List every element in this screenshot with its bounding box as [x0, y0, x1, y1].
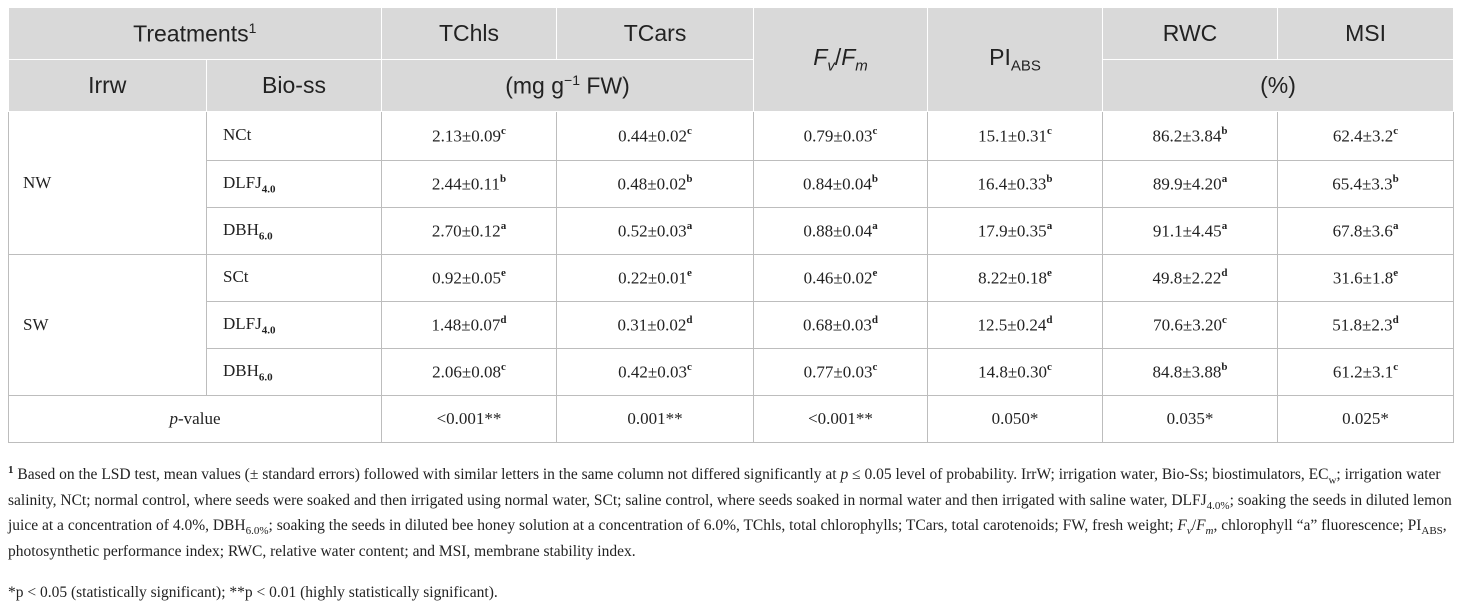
value-cell: 16.4±0.33$^b$: [928, 161, 1103, 208]
value-cell: 0.79±0.03$^c$: [754, 112, 928, 161]
table-row: [9, 112, 1454, 161]
table-body: [9, 112, 1454, 443]
value-cell: 12.5±0.24$^d$: [928, 302, 1103, 349]
header-treatments: Treatments$^1$: [9, 8, 382, 60]
value-cell: 86.2±3.84$^b$: [1103, 112, 1278, 161]
pvalue-cell: 0.001**: [557, 396, 754, 443]
pvalue-cell: 0.035*: [1103, 396, 1278, 443]
irr-cell: NW: [9, 112, 207, 255]
value-cell: 0.77±0.03$^c$: [754, 349, 928, 396]
value-cell: 70.6±3.20$^c$: [1103, 302, 1278, 349]
pvalue-row: [9, 396, 1454, 443]
value-cell: 0.68±0.03$^d$: [754, 302, 928, 349]
value-cell: 0.52±0.03$^a$: [557, 208, 754, 255]
value-cell: 2.44±0.11$^b$: [382, 161, 557, 208]
value-cell: 0.31±0.02$^d$: [557, 302, 754, 349]
value-cell: 0.22±0.01$^e$: [557, 255, 754, 302]
value-cell: 84.8±3.88$^b$: [1103, 349, 1278, 396]
value-cell: 2.13±0.09$^c$: [382, 112, 557, 161]
table-row: [9, 161, 1454, 208]
bio-cell: $DBH_{6.0}$: [207, 208, 382, 255]
header-irrw: Irrw: [9, 60, 207, 112]
header-rwc: RWC: [1103, 8, 1278, 60]
pvalue-cell: <0.001**: [754, 396, 928, 443]
value-cell: 89.9±4.20$^a$: [1103, 161, 1278, 208]
value-cell: 1.48±0.07$^d$: [382, 302, 557, 349]
value-cell: 17.9±0.35$^a$: [928, 208, 1103, 255]
value-cell: 31.6±1.8$^e$: [1278, 255, 1454, 302]
header-bio-ss: Bio-ss: [207, 60, 382, 112]
header-unit-mg: (mg $g^{-1}$ FW): [382, 60, 754, 112]
pvalue-cell: 0.025*: [1278, 396, 1454, 443]
bio-cell: NCt: [207, 112, 382, 161]
value-cell: 0.46±0.02$^e$: [754, 255, 928, 302]
value-cell: 67.8±3.6$^a$: [1278, 208, 1454, 255]
value-cell: 51.8±2.3$^d$: [1278, 302, 1454, 349]
value-cell: 14.8±0.30$^c$: [928, 349, 1103, 396]
value-cell: 0.92±0.05$^e$: [382, 255, 557, 302]
value-cell: 49.8±2.22$^d$: [1103, 255, 1278, 302]
header-unit-percent: (%): [1103, 60, 1454, 112]
value-cell: 62.4±3.2$^c$: [1278, 112, 1454, 161]
value-cell: 65.4±3.3$^b$: [1278, 161, 1454, 208]
header-pi-abs: $PI_{ABS}$: [928, 8, 1103, 112]
table-row: [9, 208, 1454, 255]
header-msi: MSI: [1278, 8, 1454, 60]
value-cell: 0.42±0.03$^c$: [557, 349, 754, 396]
results-table: [8, 8, 1454, 443]
irr-cell: SW: [9, 255, 207, 396]
value-cell: 8.22±0.18$^e$: [928, 255, 1103, 302]
value-cell: 0.44±0.02$^c$: [557, 112, 754, 161]
value-cell: 15.1±0.31$^c$: [928, 112, 1103, 161]
table-footnote: $^1$ Based on the LSD test, mean values (± standard errors) followed with similar letters in the same column not differed significantly at p ≤ 0.05 level of probability. IrrW; irrigation water, Bio-Ss; biostimulators, $EC_w$; irrigation water salinity, NCt; normal control, where seeds were soaked and then irrigated using normal water, SCt; saline control, where seeds soaked in normal water and then irrigated with saline water, $DLFJ_{4.0\%}$; soaking the seeds in diluted lemon juice at a concentration of 4.0%, $DBH_{6.0\%}$; soaking the seeds in diluted bee honey solution at a concentration of 6.0%, TChls, total chlorophylls; TCars, total carotenoids; FW, fresh weight; $F_v/F_m$, chlorophyll “a” fluorescence; $PI_{ABS}$, photosynthetic performance index; RWC, relative water content; and MSI, membrane stability index.: [8, 464, 1452, 560]
header-tcars: TCars: [557, 8, 754, 60]
value-cell: 61.2±3.1$^c$: [1278, 349, 1454, 396]
pvalue-cell: 0.050*: [928, 396, 1103, 443]
bio-cell: SCt: [207, 255, 382, 302]
bio-cell: $DLFJ_{4.0}$: [207, 302, 382, 349]
table-row: [9, 255, 1454, 302]
value-cell: 0.48±0.02$^b$: [557, 161, 754, 208]
value-cell: 0.88±0.04$^a$: [754, 208, 928, 255]
bio-cell: $DLFJ_{4.0}$: [207, 161, 382, 208]
table-row: [9, 349, 1454, 396]
significance-note: *p < 0.05 (statistically significant); **p < 0.01 (highly statistically significant).: [8, 584, 498, 601]
value-cell: 2.06±0.08$^c$: [382, 349, 557, 396]
value-cell: 0.84±0.04$^b$: [754, 161, 928, 208]
header-fv-fm: $F_v/F_m$: [754, 8, 928, 112]
bio-cell: $DBH_{6.0}$: [207, 349, 382, 396]
value-cell: 2.70±0.12$^a$: [382, 208, 557, 255]
header-tchls: TChls: [382, 8, 557, 60]
table-row: [9, 302, 1454, 349]
value-cell: 91.1±4.45$^a$: [1103, 208, 1278, 255]
pvalue-cell: <0.001**: [382, 396, 557, 443]
pvalue-label: p-value: [9, 396, 382, 443]
